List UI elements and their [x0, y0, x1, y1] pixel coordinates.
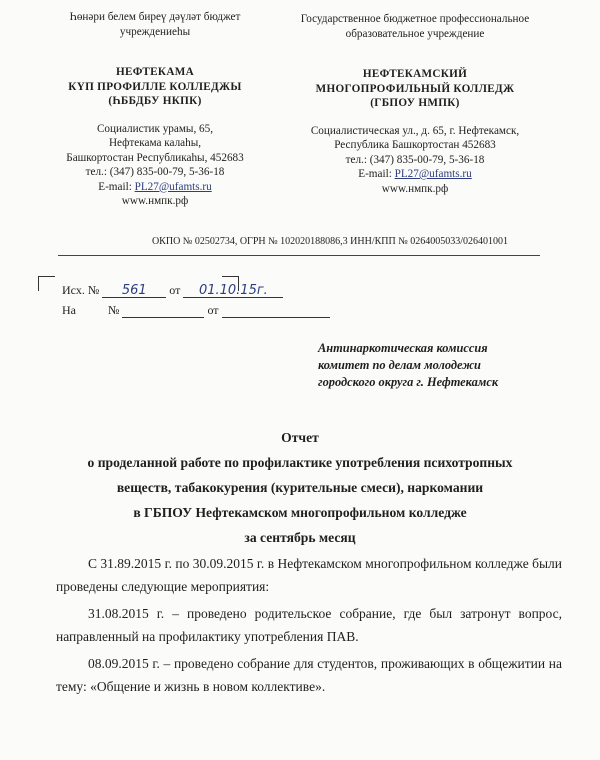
left-name-line3: (ҺББДБУ НКПК)	[108, 95, 202, 107]
okpo-line: ОКПО № 02502734, ОГРН № 102020188086,3 ИНН/КПП № 0264005033/026401001	[151, 236, 509, 247]
right-org-type-line2: образовательное учреждение	[345, 27, 485, 40]
right-name-line3: (ГБПОУ НМПК)	[370, 97, 460, 109]
outgoing-registration	[62, 283, 283, 298]
left-email-row	[40, 180, 270, 195]
right-college-name	[290, 67, 540, 111]
paragraph-1: С 31.89.2015 г. по 30.09.2015 г. в Нефтекамском многопрофильном колледже были проведены следующие мероприятия:	[56, 556, 562, 594]
outgoing-from-label: от	[169, 283, 181, 297]
right-website: www.нмпк.рф	[381, 182, 449, 195]
left-phone: тел.: (347) 835-00-79, 5-36-18	[85, 166, 225, 178]
left-addr-line1: Социалистик урамы, 65,	[96, 122, 214, 135]
left-college-name	[40, 65, 270, 109]
left-addr-line3: Башкортостан Республикаһы, 452683	[66, 151, 244, 164]
report-title: Отчет	[281, 430, 319, 445]
addressee-line2: комитет по делам молодежи	[318, 358, 481, 372]
right-name-line2: МНОГОПРОФИЛЬНЫЙ КОЛЛЕДЖ	[315, 82, 515, 95]
left-addr-line2: Нефтекама калаһы,	[108, 137, 202, 149]
left-address	[40, 122, 270, 209]
left-email-link[interactable]: PL27@ufamts.ru	[134, 180, 212, 193]
incoming-number-label: №	[108, 303, 120, 317]
report-subtitle-line1: о проделанной работе по профилактике употребления психотропных	[87, 455, 513, 470]
header-divider	[58, 255, 540, 256]
incoming-registration	[62, 303, 330, 318]
right-addr-line2: Республика Башкортостан 452683	[334, 139, 496, 151]
outgoing-number: 561	[102, 283, 166, 298]
report-subtitle-line2: веществ, табакокурения (курительные смеси), наркомании	[116, 480, 484, 495]
addressee-block	[318, 340, 568, 391]
outgoing-number-label: Исх. №	[62, 283, 100, 297]
right-phone: тел.: (347) 835-00-79, 5-36-18	[345, 153, 485, 166]
right-addr-line1: Социалистическая ул., д. 65, г. Нефтекамск,	[310, 124, 520, 137]
right-name-line1: НЕФТЕКАМСКИЙ	[362, 68, 468, 80]
report-subtitle-line3: в ГБПОУ Нефтекамском многопрофильном колледже	[133, 505, 467, 520]
incoming-date-field	[222, 303, 330, 318]
right-email-link[interactable]: PL27@ufamts.ru	[394, 168, 472, 180]
right-header	[290, 12, 540, 196]
left-org-type-line2: учреждениеһы	[119, 25, 191, 38]
addressee-line3: городского округа г. Нефтекамск	[318, 375, 499, 389]
right-email-label: E-mail:	[358, 168, 395, 180]
right-address	[290, 124, 540, 197]
incoming-from-label: от	[207, 303, 219, 317]
left-org-type-line1: Һөнәри белем биреү дәүләт бюджет	[69, 11, 241, 23]
left-website: www.нмпк.рф	[121, 195, 189, 207]
paragraph-2: 31.08.2015 г. – проведено родительское собрание, где был затронут вопрос, направленный на профилактику употребления ПАВ.	[56, 606, 562, 644]
left-email-label: E-mail:	[98, 180, 135, 193]
left-header	[40, 10, 270, 209]
corner-mark-left	[38, 276, 55, 291]
incoming-label: На	[62, 303, 76, 317]
left-name-line2: КҮП ПРОФИЛЛЕ КОЛЛЕДЖЫ	[68, 80, 242, 93]
incoming-number-field	[122, 303, 204, 318]
paragraph-3: 08.09.2015 г. – проведено собрание для студентов, проживающих в общежитии на тему: «Общение и жизнь в новом коллективе».	[56, 656, 562, 694]
addressee-line1: Антинаркотическая комиссия	[318, 341, 488, 355]
report-subtitle-line4: за сентябрь месяц	[244, 530, 356, 545]
report-body	[56, 552, 562, 698]
right-org-type-line1: Государственное бюджетное профессиональное	[300, 13, 530, 25]
right-email-row	[290, 167, 540, 182]
left-name-line1: НЕФТЕКАМА	[116, 66, 194, 78]
outgoing-date: 01.10.15г.	[183, 283, 283, 298]
